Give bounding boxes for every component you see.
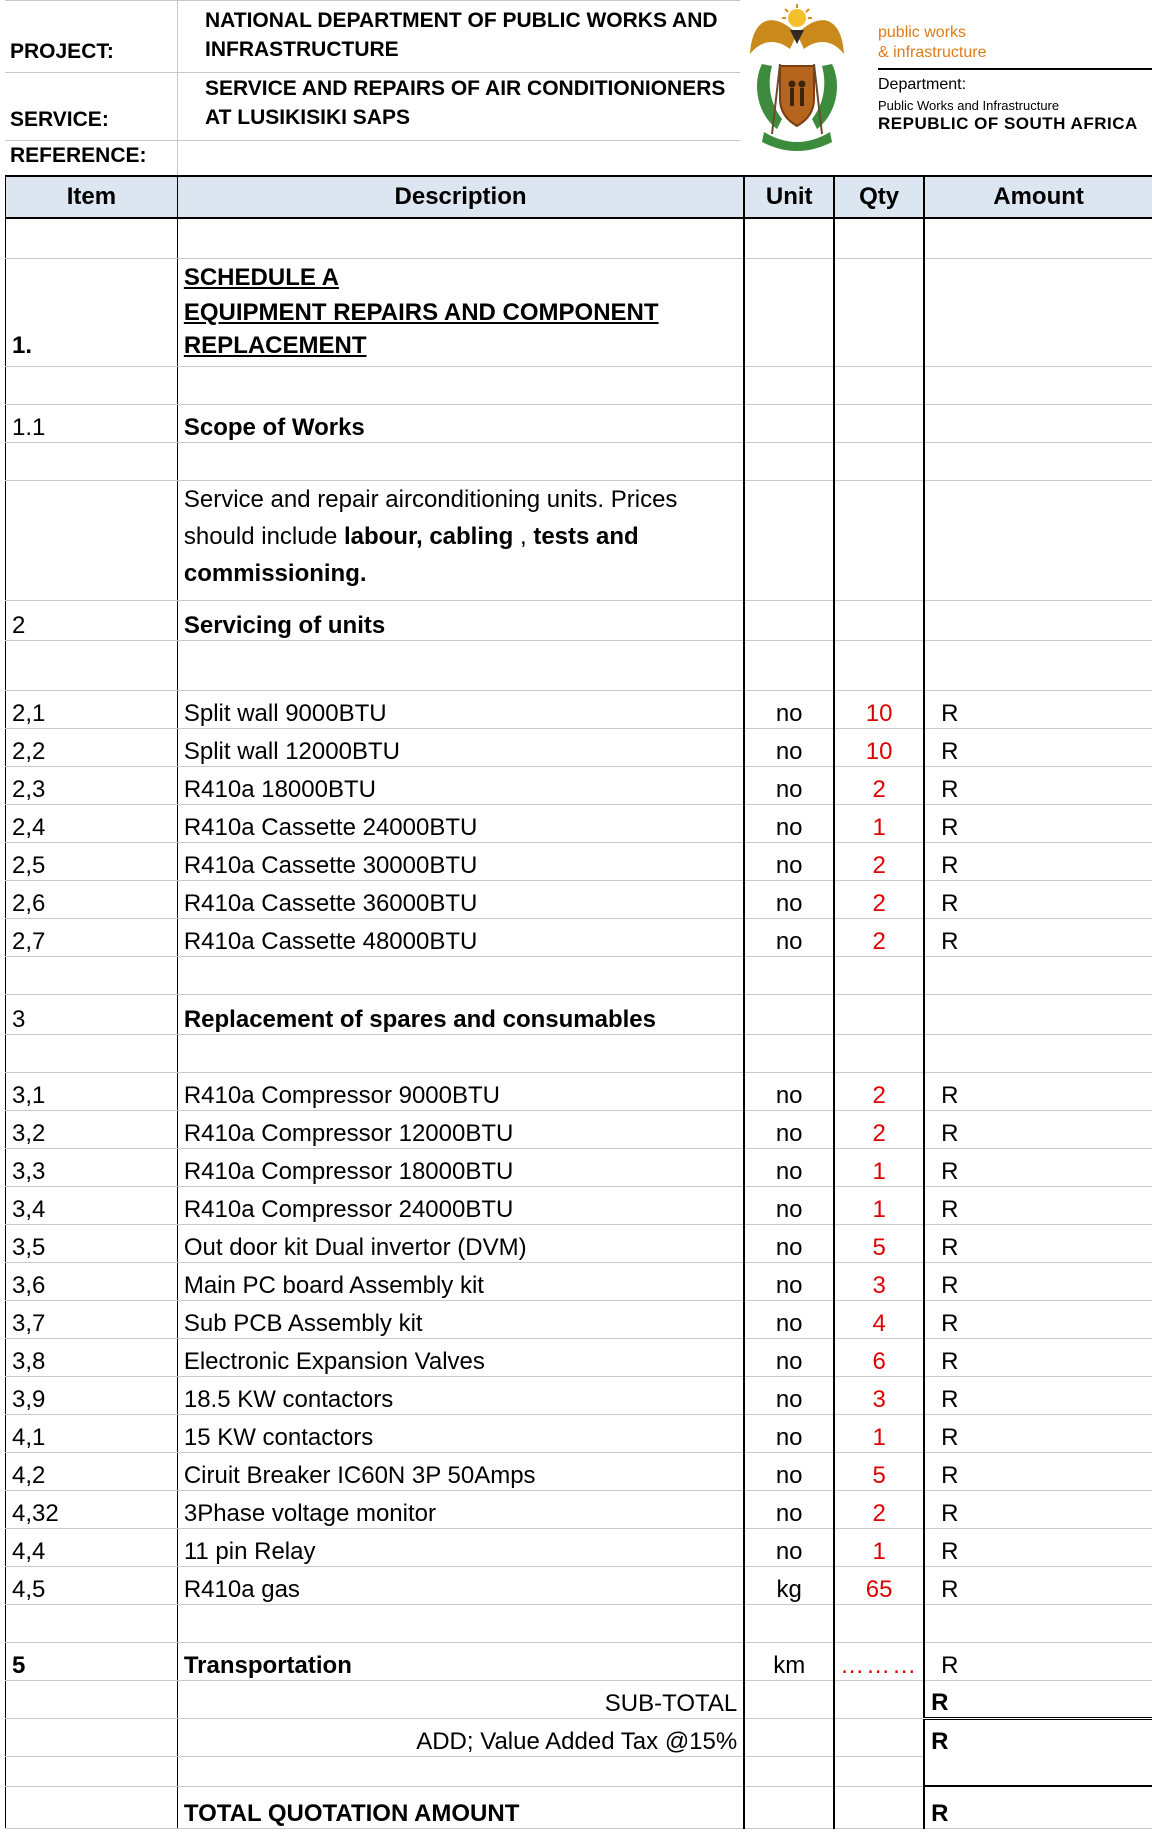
table-row: 2,7 R410a Cassette 48000BTU no 2 R [6,918,1152,956]
section-3-title: Replacement of spares and consumables [177,994,744,1034]
spares-rows [6,1072,1152,1604]
vat-row [6,1718,1152,1756]
logo-line-department: Department: [878,76,967,93]
logo-rule [878,68,1152,70]
subtotal-row [6,1680,1152,1718]
total-amount: R [924,1786,1152,1828]
section-2-title: Servicing of units [177,600,744,640]
scope-title: Scope of Works [177,404,744,442]
subtotal-amount: R [924,1680,1152,1718]
logo-line-infrastructure: & infrastructure [878,44,987,61]
vat-amount: R [931,1728,949,1755]
total-label: TOTAL QUOTATION AMOUNT [177,1786,744,1828]
transport-row [6,1642,1152,1680]
logo-line-public-works: public works [878,24,967,41]
table-row: 3,6 Main PC board Assembly kit no 3 R [6,1262,1152,1300]
service-label: SERVICE: [10,108,109,131]
schedule-title: SCHEDULE A [183,263,339,291]
transport-desc: Transportation [177,1642,744,1680]
table-row: 3,8 Electronic Expansion Valves no 6 R [6,1338,1152,1376]
service-value: SERVICE AND REPAIRS OF AIR CONDITIONIONERS AT LUSIKISIKI SAPS [205,77,726,129]
transport-amount: R [924,1642,1152,1680]
logo-line-dept-name: Public Works and Infrastructure [878,98,1060,113]
logo-line-country: REPUBLIC OF SOUTH AFRICA [878,114,1138,133]
section-3-item: 3 [6,994,178,1034]
section-2-item: 2 [6,600,178,640]
table-row: 3,9 18.5 KW contactors no 3 R [6,1376,1152,1414]
table-row: 2,5 R410a Cassette 30000BTU no 2 R [6,842,1152,880]
coat-of-arms-logo [742,4,852,154]
table-row: 4,2 Ciruit Breaker IC60N 3P 50Amps no 5 R [6,1452,1152,1490]
table-row: 3,4 R410a Compressor 24000BTU no 1 R [6,1186,1152,1224]
table-row: 2,6 R410a Cassette 36000BTU no 2 R [6,880,1152,918]
table-row: 3,1 R410a Compressor 9000BTU no 2 R [6,1072,1152,1110]
col-header-unit: Unit [744,176,834,218]
table-row: 3,2 R410a Compressor 12000BTU no 2 R [6,1110,1152,1148]
table-row: 2,3 R410a 18000BTU no 2 R [6,766,1152,804]
table-row: 4,32 3Phase voltage monitor no 2 R [6,1490,1152,1528]
transport-item: 5 [6,1642,178,1680]
col-header-item: Item [6,176,178,218]
total-row [6,1786,1152,1828]
project-label: PROJECT: [10,40,114,63]
scope-text: Service and repair airconditioning units. Prices should include labour, cabling , tests and commissioning. [177,480,744,600]
section-3-row [6,994,1152,1034]
section-1-row [6,258,1152,366]
table-row: 4,1 15 KW contactors no 1 R [6,1414,1152,1452]
servicing-rows [6,690,1152,956]
table-row: 3,7 Sub PCB Assembly kit no 4 R [6,1300,1152,1338]
section-2-row [6,600,1152,640]
table-row: 2,2 Split wall 12000BTU no 10 R [6,728,1152,766]
vat-label: ADD; Value Added Tax @15% [177,1718,744,1756]
transport-qty-dots: ……… [834,1642,924,1680]
col-header-amount: Amount [924,176,1152,218]
scope-item: 1.1 [6,404,178,442]
subtotal-label: SUB-TOTAL [177,1680,744,1718]
table-row: 3,5 Out door kit Dual invertor (DVM) no 5 R [6,1224,1152,1262]
table-row: 4,5 R410a gas kg 65 R [6,1566,1152,1604]
section-1-item: 1. [6,258,178,366]
col-header-qty: Qty [834,176,924,218]
scope-row [6,404,1152,442]
table-row: 2,4 R410a Cassette 24000BTU no 1 R [6,804,1152,842]
section-1-title: EQUIPMENT REPAIRS AND COMPONENT REPLACEMENT [183,298,659,359]
col-header-description: Description [177,176,744,218]
table-row: 3,3 R410a Compressor 18000BTU no 1 R [6,1148,1152,1186]
table-row: 4,4 11 pin Relay no 1 R [6,1528,1152,1566]
transport-unit: km [744,1642,834,1680]
scope-text-row [6,480,1152,600]
project-value: NATIONAL DEPARTMENT OF PUBLIC WORKS AND INFRASTRUCTURE [205,9,718,61]
reference-label: REFERENCE: [10,144,147,167]
schedule-table [5,175,1152,1829]
table-header-row [6,176,1152,218]
table-row: 2,1 Split wall 9000BTU no 10 R [6,690,1152,728]
